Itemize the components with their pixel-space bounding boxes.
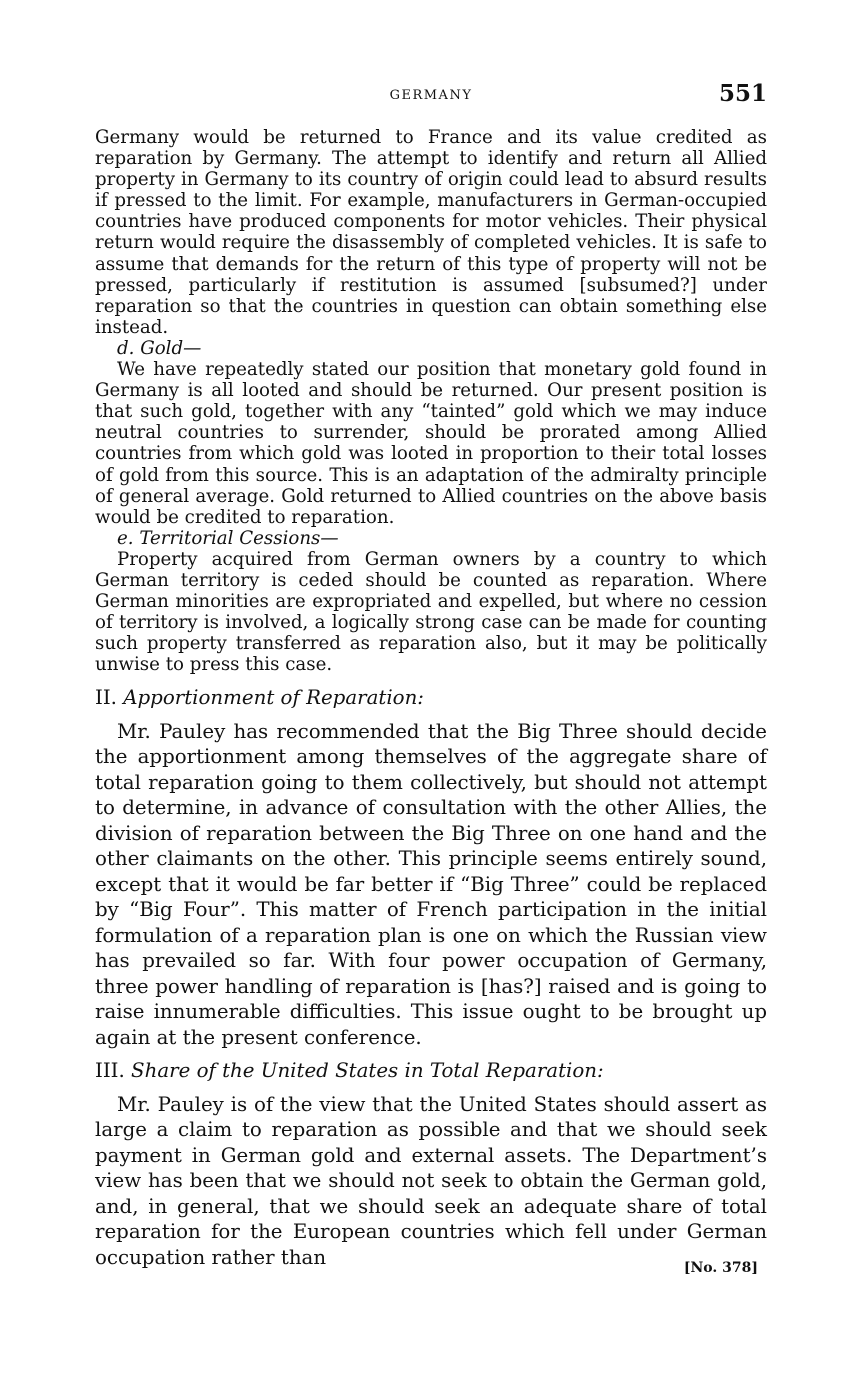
large-type-block bbox=[95, 685, 767, 1270]
small-type-block bbox=[95, 127, 767, 675]
section-heading-share bbox=[95, 1058, 767, 1084]
paragraph-territorial-cessions: Property acquired from German owners by a country to which German territory is ceded should be counted as reparation. Where German minorities are expropriated and expelled, but where no cession of territory is involved, a logically strong case can be made for counting such property transferred as reparation also, but it may be politically unwise to press this case. bbox=[95, 548, 767, 676]
paragraph-continuation: Germany would be returned to France and its value credited as reparation by Germany. The attempt to identify and return all Allied property in Germany to its country of origin could lead to absurd results if pressed to the limit. For example, manufacturers in German-occupied countries have produced components for motor vehicles. Their physical return would require the disassembly of completed vehicles. It is safe to assume that demands for the return of this type of property will not be pressed, particularly if restitution is assumed [subsumed?] under reparation so that the countries in question can obtain something else instead. bbox=[95, 127, 767, 338]
paragraph-gold: We have repeatedly stated our position that monetary gold found in Germany is all looted and should be returned. Our present position is that such gold, together with any “tainted” gold which we may induce neutral countries to surrender, should be prorated among Allied countries from which gold was looted in proportion to their total losses of gold from this source. This is an adaptation of the admiralty principle of general average. Gold returned to Allied countries on the above basis would be credited to reparation. bbox=[95, 359, 767, 528]
section-numeral: II. bbox=[95, 686, 124, 710]
paragraph-apportionment: Mr. Pauley has recommended that the Big Three should decide the apportionment among themselves of the aggregate share of total reparation going to them collectively, but should not attempt to determine, in advance of consultation with the other Allies, the division of reparation between the Big Three on one hand and the other claimants on the other. This principle seems entirely sound, except that it would be far better if “Big Three” could be replaced by “Big Four”. This matter of French participation in the initial formulation of a reparation plan is one on which the Russian view has prevailed so far. With four power occupation of Germany, three power handling of reparation is [has?] raised and is going to raise innumerable difficulties. This issue ought to be brought up again at the present conference. bbox=[95, 719, 767, 1049]
page-number: 551 bbox=[718, 80, 767, 107]
section-heading-apportionment bbox=[95, 685, 767, 711]
page-header bbox=[95, 80, 767, 116]
subheading-gold: d. Gold— bbox=[117, 337, 202, 359]
page-body bbox=[95, 127, 767, 1278]
section-numeral: III. bbox=[95, 1059, 132, 1083]
paragraph-share: Mr. Pauley is of the view that the United States should assert as large a claim to reparation as possible and that we should seek payment in German gold and external assets. The Department’s view has been that we should not seek to obtain the German gold, and, in general, that we should seek an adequate share of total reparation for the European countries which fell under German occupation rather than bbox=[95, 1092, 767, 1269]
section-title: Apportionment of Reparation: bbox=[123, 686, 424, 710]
section-title: Share of the United States in Total Reparation: bbox=[131, 1059, 604, 1083]
subheading-territorial-cessions: e. Territorial Cessions— bbox=[117, 527, 339, 549]
document-number: [No. 378] bbox=[683, 1260, 758, 1276]
running-head: GERMANY bbox=[389, 88, 473, 103]
